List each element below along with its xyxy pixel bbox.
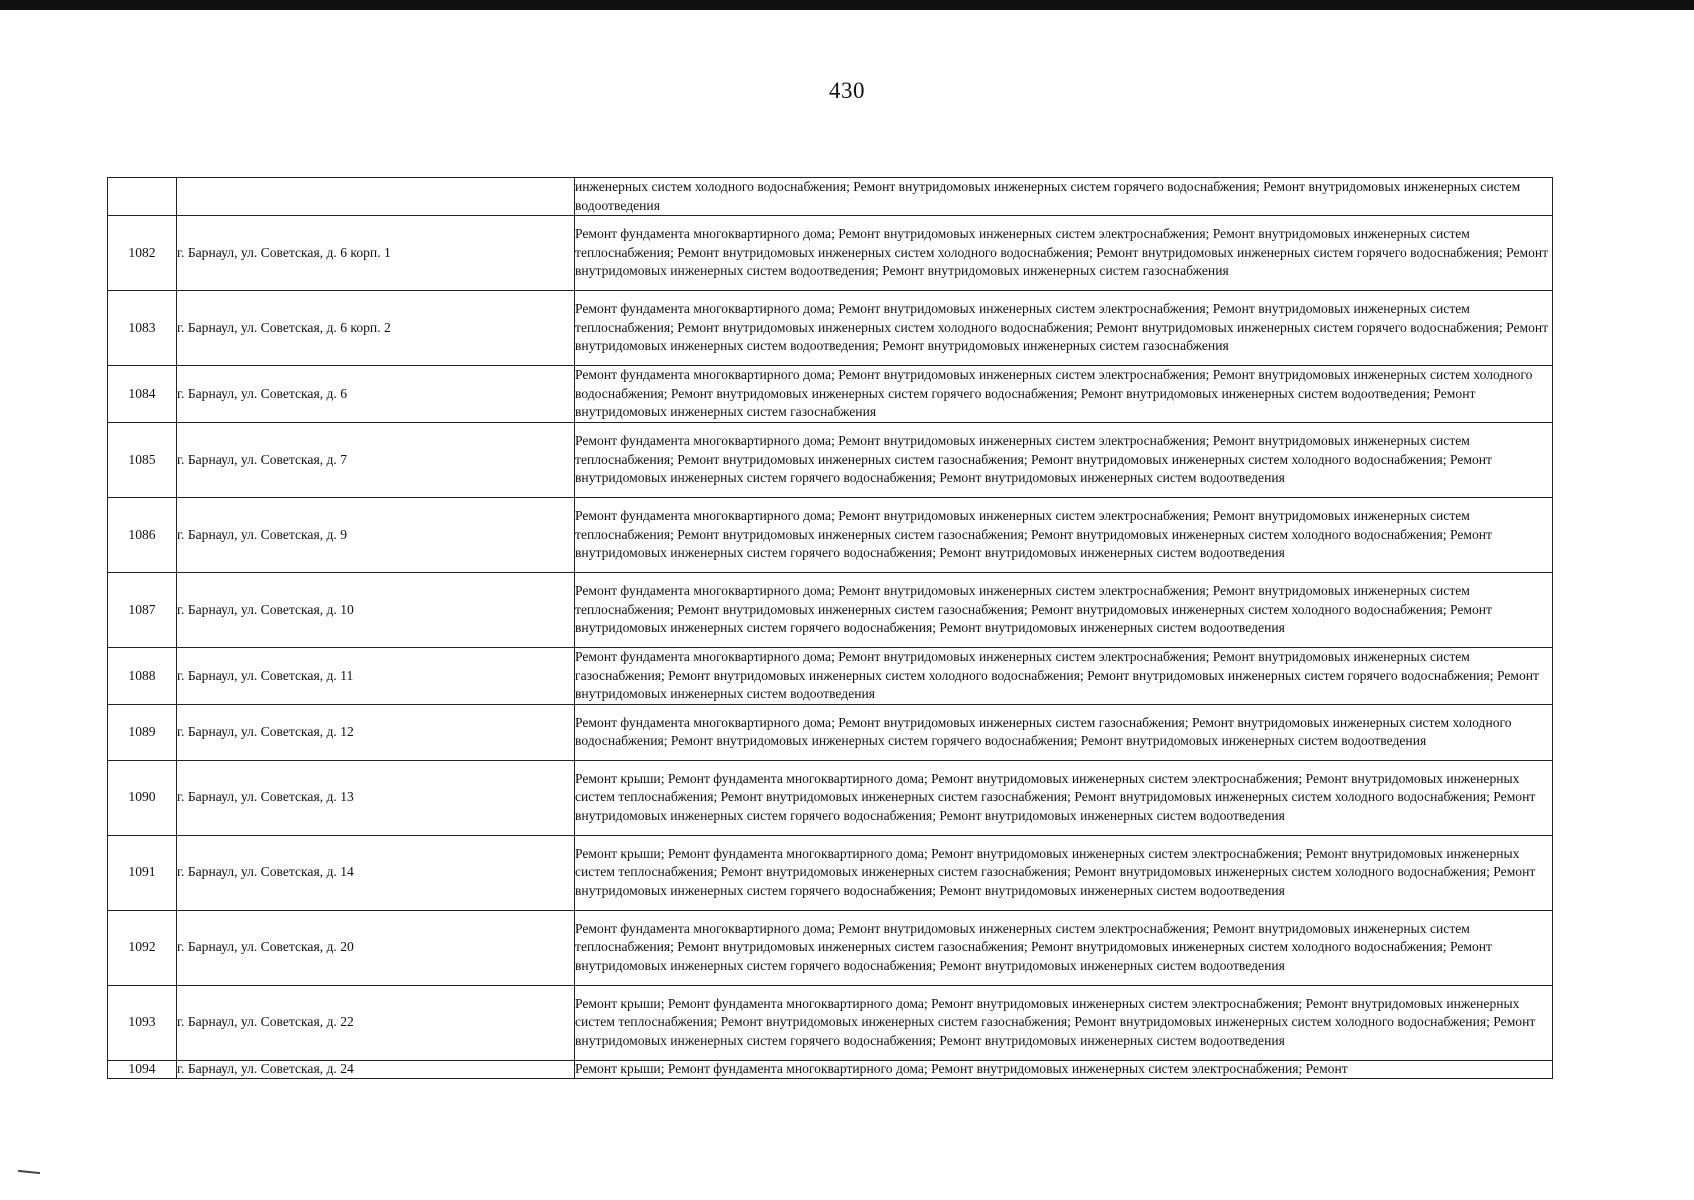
- row-address: г. Барнаул, ул. Советская, д. 12: [177, 704, 575, 760]
- row-number: 1094: [108, 1060, 177, 1078]
- table-row: [108, 573, 1553, 648]
- row-address: г. Барнаул, ул. Советская, д. 9: [177, 498, 575, 573]
- table-row: [108, 704, 1553, 760]
- row-works: Ремонт фундамента многоквартирного дома; Ремонт внутридомовых инженерных систем газоснабжения; Ремонт внутридомовых инженерных систем холодного водоснабжения; Ремонт внутридомовых инженерных систем горячего водоснабжения; Ремонт внутридомовых инженерных систем водоотведения: [575, 704, 1553, 760]
- page-number: 430: [829, 78, 865, 103]
- row-works: Ремонт фундамента многоквартирного дома; Ремонт внутридомовых инженерных систем электроснабжения; Ремонт внутридомовых инженерных систем теплоснабжения; Ремонт внутридомовых инженерных систем газоснабжения; Ремонт внутридомовых инженерных систем холодного водоснабжения; Ремонт внутридомовых инженерных систем горячего водоснабжения; Ремонт внутридомовых инженерных систем водоотведения: [575, 423, 1553, 498]
- row-works: Ремонт фундамента многоквартирного дома; Ремонт внутридомовых инженерных систем электроснабжения; Ремонт внутридомовых инженерных систем теплоснабжения; Ремонт внутридомовых инженерных систем газоснабжения; Ремонт внутридомовых инженерных систем холодного водоснабжения; Ремонт внутридомовых инженерных систем горячего водоснабжения; Ремонт внутридомовых инженерных систем водоотведения: [575, 573, 1553, 648]
- scan-top-border: [0, 0, 1694, 10]
- row-number: 1087: [108, 573, 177, 648]
- table-row: [108, 648, 1553, 705]
- table-row: [108, 498, 1553, 573]
- buildings-repair-table: [107, 177, 1553, 1079]
- row-works: Ремонт крыши; Ремонт фундамента многоквартирного дома; Ремонт внутридомовых инженерных систем электроснабжения; Ремонт: [575, 1060, 1553, 1078]
- row-address: г. Барнаул, ул. Советская, д. 6 корп. 1: [177, 216, 575, 291]
- row-number: 1084: [108, 366, 177, 423]
- row-works: Ремонт фундамента многоквартирного дома; Ремонт внутридомовых инженерных систем электроснабжения; Ремонт внутридомовых инженерных систем теплоснабжения; Ремонт внутридомовых инженерных систем газоснабжения; Ремонт внутридомовых инженерных систем холодного водоснабжения; Ремонт внутридомовых инженерных систем горячего водоснабжения; Ремонт внутридомовых инженерных систем водоотведения: [575, 498, 1553, 573]
- row-address: [177, 178, 575, 216]
- row-number: 1083: [108, 291, 177, 366]
- row-works: Ремонт крыши; Ремонт фундамента многоквартирного дома; Ремонт внутридомовых инженерных систем электроснабжения; Ремонт внутридомовых инженерных систем теплоснабжения; Ремонт внутридомовых инженерных систем газоснабжения; Ремонт внутридомовых инженерных систем холодного водоснабжения; Ремонт внутридомовых инженерных систем горячего водоснабжения; Ремонт внутридомовых инженерных систем водоотведения: [575, 985, 1553, 1060]
- row-works: Ремонт фундамента многоквартирного дома; Ремонт внутридомовых инженерных систем электроснабжения; Ремонт внутридомовых инженерных систем теплоснабжения; Ремонт внутридомовых инженерных систем газоснабжения; Ремонт внутридомовых инженерных систем холодного водоснабжения; Ремонт внутридомовых инженерных систем горячего водоснабжения; Ремонт внутридомовых инженерных систем водоотведения: [575, 910, 1553, 985]
- row-works: Ремонт фундамента многоквартирного дома; Ремонт внутридомовых инженерных систем электроснабжения; Ремонт внутридомовых инженерных систем теплоснабжения; Ремонт внутридомовых инженерных систем холодного водоснабжения; Ремонт внутридомовых инженерных систем горячего водоснабжения; Ремонт внутридомовых инженерных систем водоотведения; Ремонт внутридомовых инженерных систем газоснабжения: [575, 291, 1553, 366]
- row-number: [108, 178, 177, 216]
- row-number: 1086: [108, 498, 177, 573]
- row-works: Ремонт фундамента многоквартирного дома; Ремонт внутридомовых инженерных систем электроснабжения; Ремонт внутридомовых инженерных систем теплоснабжения; Ремонт внутридомовых инженерных систем холодного водоснабжения; Ремонт внутридомовых инженерных систем горячего водоснабжения; Ремонт внутридомовых инженерных систем водоотведения; Ремонт внутридомовых инженерных систем газоснабжения: [575, 216, 1553, 291]
- row-address: г. Барнаул, ул. Советская, д. 6: [177, 366, 575, 423]
- row-address: г. Барнаул, ул. Советская, д. 10: [177, 573, 575, 648]
- row-address: г. Барнаул, ул. Советская, д. 20: [177, 910, 575, 985]
- table-row: [108, 423, 1553, 498]
- row-address: г. Барнаул, ул. Советская, д. 7: [177, 423, 575, 498]
- scan-artifact-mark: [18, 1170, 40, 1174]
- row-address: г. Барнаул, ул. Советская, д. 6 корп. 2: [177, 291, 575, 366]
- row-works: Ремонт фундамента многоквартирного дома; Ремонт внутридомовых инженерных систем электроснабжения; Ремонт внутридомовых инженерных систем холодного водоснабжения; Ремонт внутридомовых инженерных систем горячего водоснабжения; Ремонт внутридомовых инженерных систем водоотведения; Ремонт внутридомовых инженерных систем газоснабжения: [575, 366, 1553, 423]
- row-number: 1092: [108, 910, 177, 985]
- table-row: [108, 910, 1553, 985]
- table-row: [108, 216, 1553, 291]
- row-number: 1093: [108, 985, 177, 1060]
- row-works: Ремонт фундамента многоквартирного дома; Ремонт внутридомовых инженерных систем электроснабжения; Ремонт внутридомовых инженерных систем газоснабжения; Ремонт внутридомовых инженерных систем холодного водоснабжения; Ремонт внутридомовых инженерных систем горячего водоснабжения; Ремонт внутридомовых инженерных систем водоотведения: [575, 648, 1553, 705]
- row-address: г. Барнаул, ул. Советская, д. 11: [177, 648, 575, 705]
- table-row: [108, 835, 1553, 910]
- table-row: [108, 178, 1553, 216]
- row-number: 1082: [108, 216, 177, 291]
- row-address: г. Барнаул, ул. Советская, д. 13: [177, 760, 575, 835]
- table-row: [108, 760, 1553, 835]
- table-row: [108, 291, 1553, 366]
- row-works: Ремонт крыши; Ремонт фундамента многоквартирного дома; Ремонт внутридомовых инженерных систем электроснабжения; Ремонт внутридомовых инженерных систем теплоснабжения; Ремонт внутридомовых инженерных систем газоснабжения; Ремонт внутридомовых инженерных систем холодного водоснабжения; Ремонт внутридомовых инженерных систем горячего водоснабжения; Ремонт внутридомовых инженерных систем водоотведения: [575, 760, 1553, 835]
- row-address: г. Барнаул, ул. Советская, д. 14: [177, 835, 575, 910]
- row-number: 1085: [108, 423, 177, 498]
- row-address: г. Барнаул, ул. Советская, д. 22: [177, 985, 575, 1060]
- row-works: Ремонт крыши; Ремонт фундамента многоквартирного дома; Ремонт внутридомовых инженерных систем электроснабжения; Ремонт внутридомовых инженерных систем теплоснабжения; Ремонт внутридомовых инженерных систем газоснабжения; Ремонт внутридомовых инженерных систем холодного водоснабжения; Ремонт внутридомовых инженерных систем горячего водоснабжения; Ремонт внутридомовых инженерных систем водоотведения: [575, 835, 1553, 910]
- row-number: 1088: [108, 648, 177, 705]
- row-address: г. Барнаул, ул. Советская, д. 24: [177, 1060, 575, 1078]
- row-number: 1089: [108, 704, 177, 760]
- table-row: [108, 366, 1553, 423]
- row-works: инженерных систем холодного водоснабжения; Ремонт внутридомовых инженерных систем горячего водоснабжения; Ремонт внутридомовых инженерных систем водоотведения: [575, 178, 1553, 216]
- table-row: [108, 1060, 1553, 1078]
- row-number: 1090: [108, 760, 177, 835]
- row-number: 1091: [108, 835, 177, 910]
- table-row: [108, 985, 1553, 1060]
